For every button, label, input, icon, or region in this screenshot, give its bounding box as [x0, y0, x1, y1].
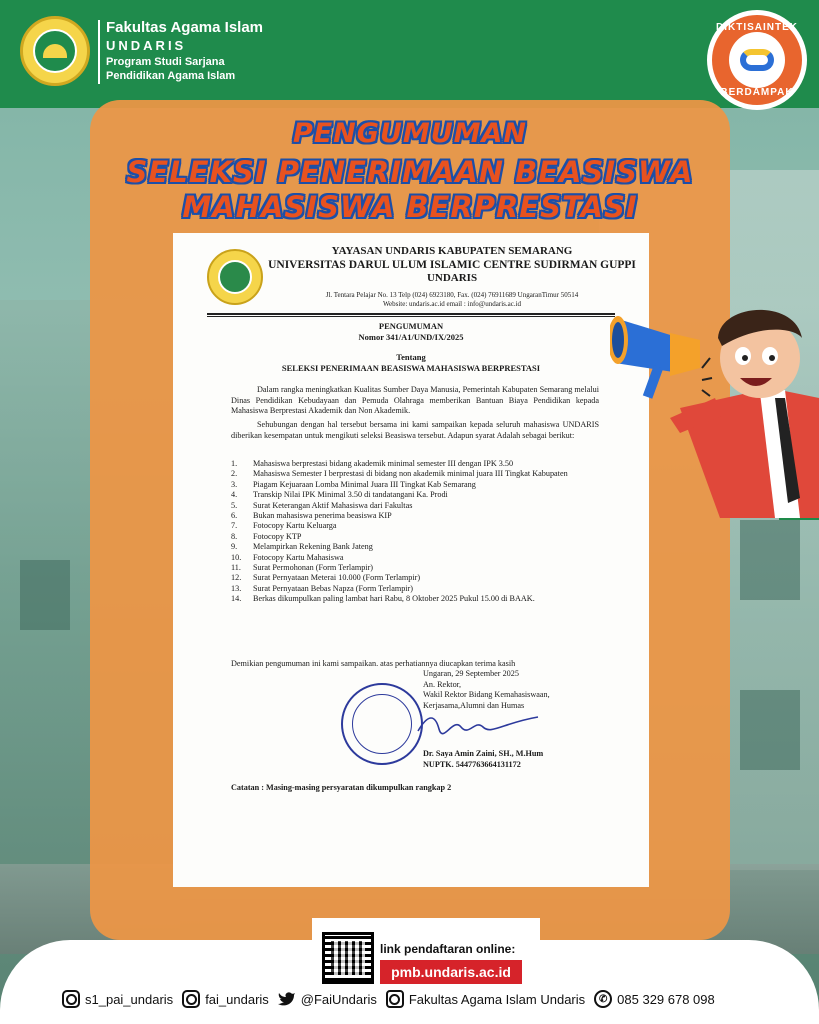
signer-name: Dr. Saya Amin Zaini, SH., M.Hum — [423, 749, 544, 758]
closing-text: Demikian pengumuman ini kami sampaikan. atas perhatiannya diucapkan terima kasih — [231, 659, 516, 668]
paragraph-1: Dalam rangka meningkatkan Kualitas Sumber Daya Manusia, Pemerintah Kabupaten Semarang melalui Dinas Pendidikan Kebudayaan dan Pemuda Olahraga memberikan Bantuan Biaya Pendidikan kepada Mahasiswa Berprestasi Akademik dan Non Akademik. — [231, 385, 599, 415]
requirements-list — [231, 459, 609, 605]
twitter-link[interactable]: @FaiUndaris — [278, 990, 377, 1008]
list-item: 4. Transkip Nilai IPK Minimal 3.50 di tandatangani Ka. Prodi — [231, 490, 448, 500]
letterhead — [263, 245, 641, 309]
letter-tentang: Tentang — [396, 352, 426, 362]
instagram-link-2[interactable]: fai_undaris — [182, 990, 269, 1008]
diktisaintek-badge — [707, 10, 807, 110]
instagram-link-1[interactable]: s1_pai_undaris — [62, 990, 173, 1008]
official-stamp — [341, 683, 423, 765]
signer — [423, 749, 543, 770]
list-item: 5. Surat Keterangan Aktif Mahasiswa dari Fakultas — [231, 500, 413, 510]
badge-swirl-icon — [740, 49, 774, 71]
program-line-1: Program Studi Sarjana — [106, 56, 225, 68]
letter-subject: SELEKSI PENERIMAAN BEASISWA MAHASISWA BERPRESTASI — [281, 363, 541, 373]
program-line-2: Pendidikan Agama Islam — [106, 70, 236, 82]
letter-note: Catatan : Masing-masing persyaratan dikumpulkan rangkap 2 — [231, 783, 452, 792]
list-item: 3. Piagam Kejuaraan Lomba Minimal Juara III Tingkat Kab Semarang — [231, 479, 476, 489]
address: Jl. Tentara Pelajar No. 13 Telp (024) 6923180, Fax. (024) 76911689 UngaranTimur 50514 — [325, 291, 579, 299]
qr-code[interactable] — [322, 932, 374, 984]
list-item: 14. Berkas dikumpulkan paling lambat hari Rabu, 8 Oktober 2025 Pukul 15.00 di BAAK. — [231, 594, 535, 604]
website: Website: undaris.ac.id email : info@undaris.ac.id — [382, 300, 522, 308]
announcement-letter — [173, 233, 649, 887]
vice-rector: Wakil Rektor Bidang Kemahasiswaan, — [423, 690, 550, 699]
letter-heading: PENGUMUMAN — [378, 321, 444, 331]
handwritten-signature — [413, 709, 543, 739]
list-item: 9. Melampirkan Rekening Bank Jateng — [231, 542, 373, 552]
university-abbr: UNDARIS — [426, 272, 478, 284]
title-line-3: MAHASISWA BERPRESTASI — [182, 190, 638, 224]
twitter-icon — [278, 990, 296, 1008]
instagram-icon — [62, 990, 80, 1008]
facebook-icon — [386, 990, 404, 1008]
list-item: 7. Fotocopy Kartu Keluarga — [231, 521, 337, 531]
list-item: 2. Mahasiswa Semester I berprestasi di bidang non akademik minimal juara III Tingkat Kabupaten — [231, 469, 568, 479]
list-item: 13. Surat Pernyataan Bebas Napza (Form Terlampir) — [231, 583, 414, 593]
header-bar — [0, 0, 819, 108]
mascot-megaphone-illustration — [610, 298, 819, 518]
letterhead-rule — [207, 313, 615, 315]
header-divider — [98, 20, 100, 84]
signer-id: NUPTK. 5447763664131172 — [423, 759, 521, 769]
vice-rector-field: Kerjasama,Alumni dan Humas — [423, 700, 525, 710]
background-window — [20, 560, 70, 630]
letter-logo — [207, 249, 263, 305]
list-item: 6. Bukan mahasiswa penerima beasiswa KIP — [231, 511, 392, 521]
paragraph-2: Sehubungan dengan hal tersebut bersama ini kami sampaikan kepada seluruh mahasiswa UNDARIS diberikan kesempatan untuk mengikuti seleksi Beasiswa tersebut. Adapun syarat Adalah sebagai berikut: — [231, 420, 599, 440]
badge-bottom-text: BERDAMPAK — [720, 87, 794, 98]
title-line-1: PENGUMUMAN — [292, 118, 528, 149]
facebook-link[interactable]: Fakultas Agama Islam Undaris — [386, 990, 585, 1008]
header-text — [106, 18, 263, 83]
undaris-logo — [20, 16, 90, 86]
list-item: 1. Mahasiswa berprestasi bidang akademik minimal semester III dengan IPK 3.50 — [231, 459, 514, 468]
place-date: Ungaran, 29 September 2025 — [423, 669, 519, 678]
letterhead-rule — [207, 316, 615, 317]
list-item: 11. Surat Permohonan (Form Terlampir) — [231, 563, 374, 573]
megaphone-icon — [610, 316, 700, 399]
social-links — [62, 990, 724, 1008]
list-item: 12. Surat Pernyataan Meterai 10.000 (Form Terlampir) — [231, 573, 421, 583]
registration-url[interactable]: pmb.undaris.ac.id — [380, 960, 522, 984]
on-behalf: An. Rektor, — [423, 679, 462, 689]
badge-top-text: DIKTISAINTEK — [716, 22, 798, 33]
instagram-icon — [182, 990, 200, 1008]
title-line-2: SELEKSI PENERIMAAN BEASISWA — [126, 155, 694, 189]
signature-block — [423, 669, 550, 711]
whatsapp-link[interactable]: ✆ 085 329 678 098 — [594, 990, 715, 1008]
registration-label: link pendaftaran online: — [380, 942, 516, 956]
list-item: 8. Fotocopy KTP — [231, 531, 302, 541]
faculty-name: Fakultas Agama Islam — [106, 19, 264, 36]
foundation-name: YAYASAN UNDARIS KABUPATEN SEMARANG — [331, 245, 573, 257]
letter-number: Nomor 341/A1/UND/IX/2025 — [358, 332, 464, 342]
university-full-name: UNIVERSITAS DARUL ULUM ISLAMIC CENTRE SUDIRMAN GUPPI — [268, 259, 636, 271]
whatsapp-icon: ✆ — [594, 990, 612, 1008]
background-window — [740, 520, 800, 600]
background-window — [740, 690, 800, 770]
university-name: UNDARIS — [106, 38, 187, 53]
list-item: 10. Fotocopy Kartu Mahasiswa — [231, 552, 344, 562]
